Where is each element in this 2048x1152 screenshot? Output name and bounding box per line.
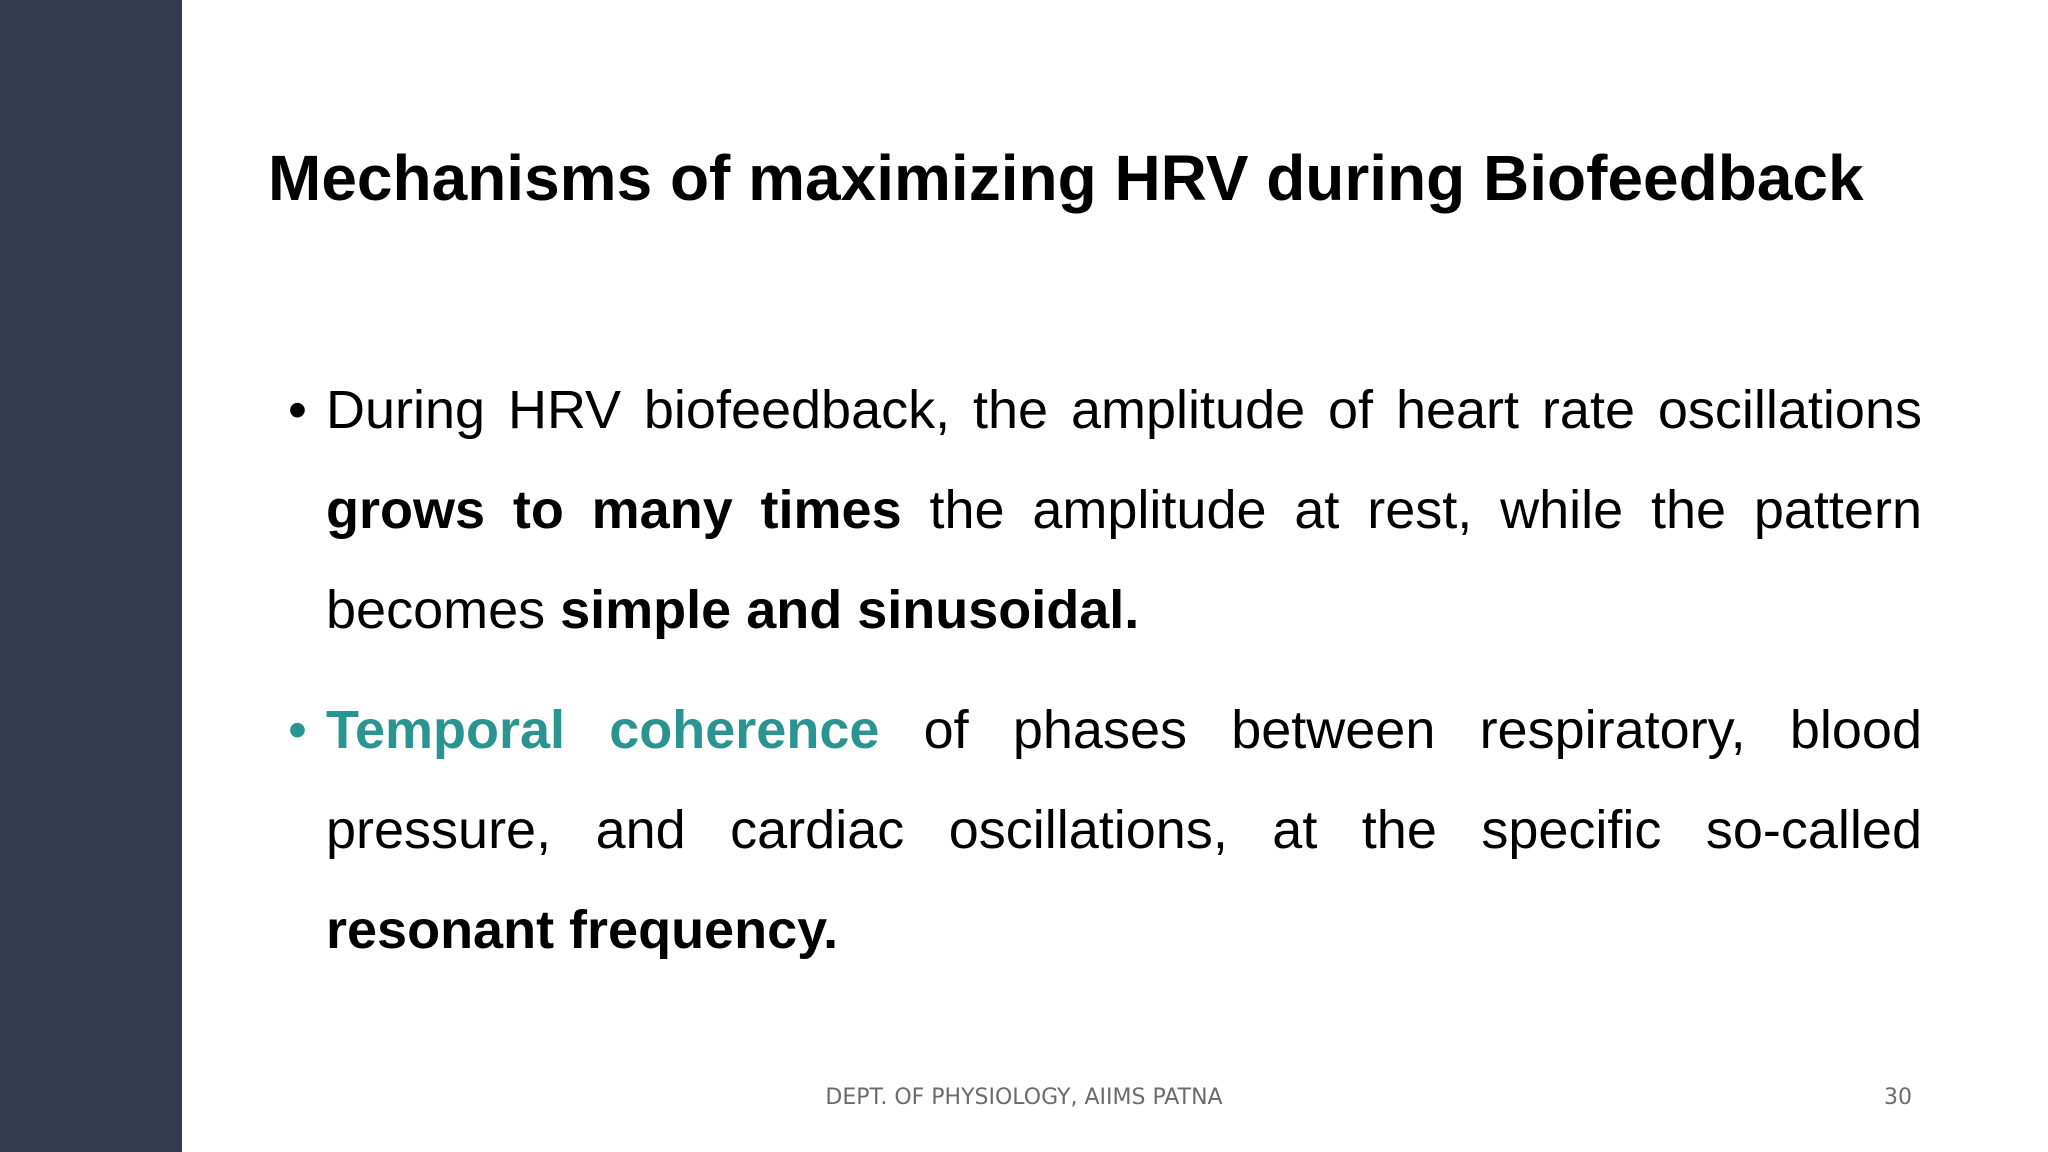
page-number: 30 <box>1884 1085 1912 1110</box>
bullet-text: During HRV biofeedback, the amplitude of heart rate oscillations <box>326 380 1922 440</box>
bullet-item <box>288 680 1922 980</box>
bullet-highlight: Temporal coherence <box>326 700 880 760</box>
slide-title: Mechanisms of maximizing HRV during Biofeedback <box>268 142 1864 214</box>
bullet-dot-icon: • <box>288 380 307 440</box>
bullet-text: of phases between respiratory, blood pressure, and cardiac oscillations, at the specific so-called <box>326 700 1922 860</box>
bullet-emphasis: simple and sinusoidal. <box>560 580 1140 640</box>
bullet-text: the amplitude at rest, while the pattern becomes <box>326 480 1922 640</box>
bullet-item <box>288 360 1922 660</box>
slide-footer: DEPT. OF PHYSIOLOGY, AIIMS PATNA <box>825 1085 1223 1110</box>
sidebar-accent-bar <box>0 0 182 1152</box>
bullet-emphasis: resonant frequency. <box>326 900 839 960</box>
bullet-emphasis: grows to many times <box>326 480 902 540</box>
bullet-dot-icon: • <box>288 700 307 760</box>
bullet-list <box>288 360 1922 1000</box>
